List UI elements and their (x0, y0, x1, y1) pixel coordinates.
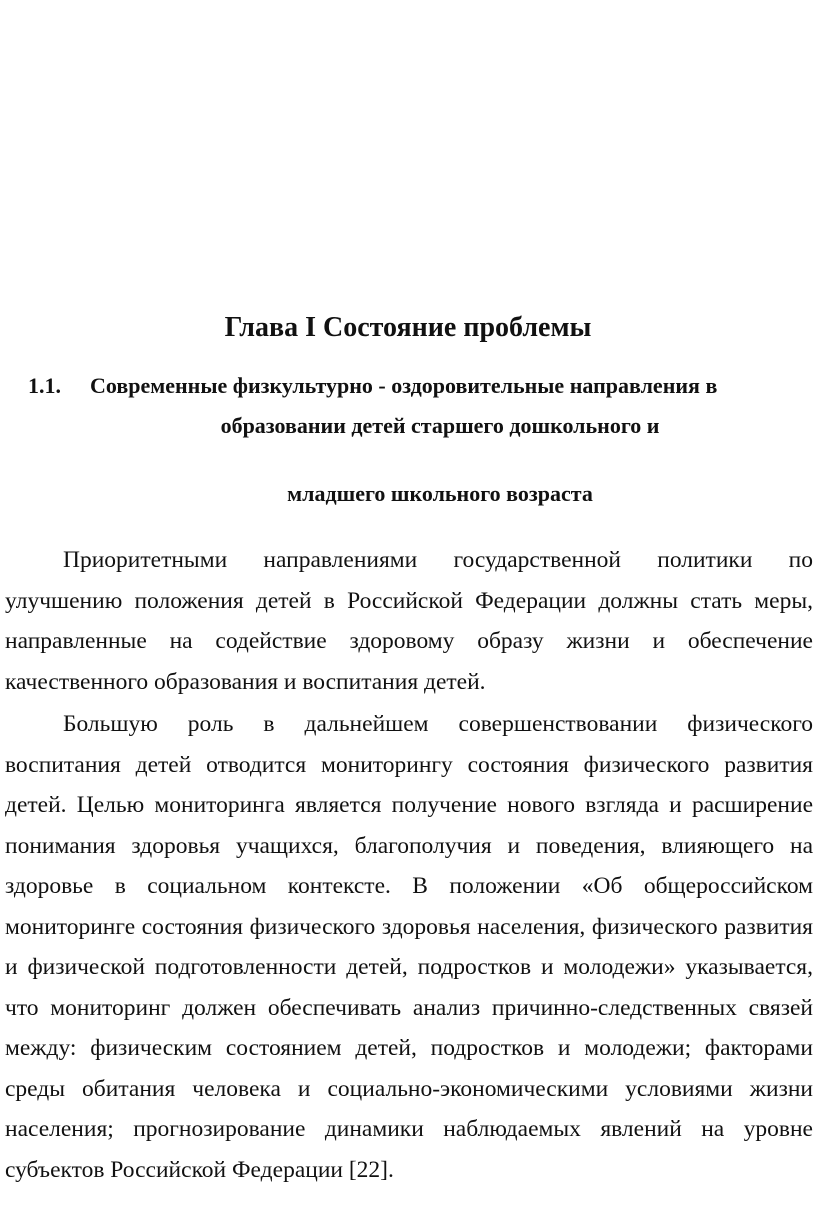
paragraph-2: Большую роль в дальнейшем совершенствовании физического воспитания детей отводится мониторингу состояния физического развития детей. Целью мониторинга является получение нового взгляда и расширение понимания здоровья учащихся, благополучия и поведения, влияющего на здоровье в социальном контексте. В положении «Об общероссийском мониторинге состояния физического здоровья населения, физического развития и физической подготовленности детей, подростков и молодежи» указывается, что мониторинг должен обеспечивать анализ причинно-следственных связей между: физическим состоянием детей, подростков и молодежи; факторами среды обитания человека и социально-экономическими условиями жизни населения; прогнозирование динамики наблюдаемых явлений на уровне субъектов Российской Федерации [22]. (5, 711, 813, 1183)
section-number: 1.1. (28, 373, 61, 398)
section-title-line-2: образовании детей старшего дошкольного и (220, 413, 660, 438)
chapter-title: Глава I Состояние проблемы (224, 312, 592, 343)
section-title-line-1: Современные физкультурно - оздоровительные направления в (90, 373, 718, 398)
section-title-line-3: младшего школьного возраста (287, 481, 593, 506)
paragraph-1: Приоритетными направлениями государственной политики по улучшению положения детей в Российской Федерации должны стать меры, направленные на содействие здоровому образу жизни и обеспечение качественного образования и воспитания детей. (5, 547, 813, 695)
